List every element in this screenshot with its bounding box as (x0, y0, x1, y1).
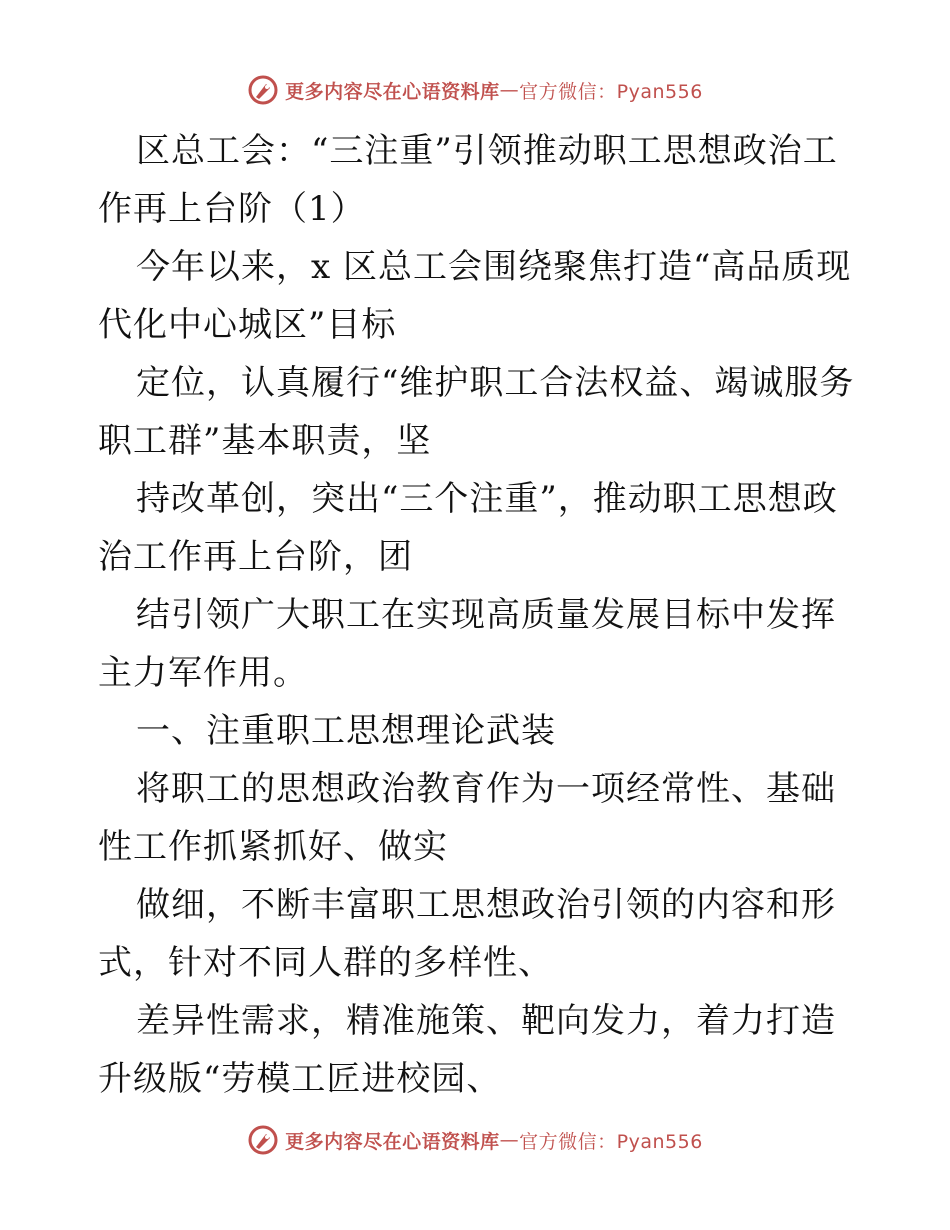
paragraph: 结引领广大职工在实现高质量发展目标中发挥主力军作用。 (98, 595, 836, 693)
banner-wechat-text: 官方微信：Pyan556 (519, 80, 703, 103)
header-banner (0, 70, 950, 110)
banner-dash: — (499, 79, 520, 101)
banner-wechat-text: 官方微信：Pyan556 (519, 1130, 703, 1153)
banner-dash: — (499, 1129, 520, 1151)
document-title: 区总工会：“三注重”引领推动职工思想政治工作再上台阶（1） (98, 131, 838, 229)
banner-brand-text: 更多内容尽在心语资料库 (285, 1130, 500, 1153)
paragraph: 做细，不断丰富职工思想政治引领的内容和形式，针对不同人群的多样性、 (98, 885, 836, 983)
paragraph: 定位，认真履行“维护职工合法权益、竭诚服务职工群”基本职责，坚 (98, 363, 855, 461)
paragraph: 今年以来，x 区总工会围绕聚焦打造“高品质现代化中心城区”目标 (98, 247, 852, 345)
paragraph: 差异性需求，精准施策、靶向发力，着力打造升级版“劳模工匠进校园、 (98, 1001, 836, 1099)
footer-banner (0, 1120, 950, 1160)
pen-nib-logo-icon (247, 1124, 279, 1156)
pen-nib-logo-icon (247, 74, 279, 106)
document-body (98, 122, 858, 1108)
banner-brand-text: 更多内容尽在心语资料库 (285, 80, 500, 103)
paragraph: 持改革创，突出“三个注重”，推动职工思想政治工作再上台阶，团 (98, 479, 838, 577)
paragraph: 将职工的思想政治教育作为一项经常性、基础性工作抓紧抓好、做实 (98, 769, 836, 867)
section-heading: 一、注重职工思想理论武装 (136, 711, 556, 751)
